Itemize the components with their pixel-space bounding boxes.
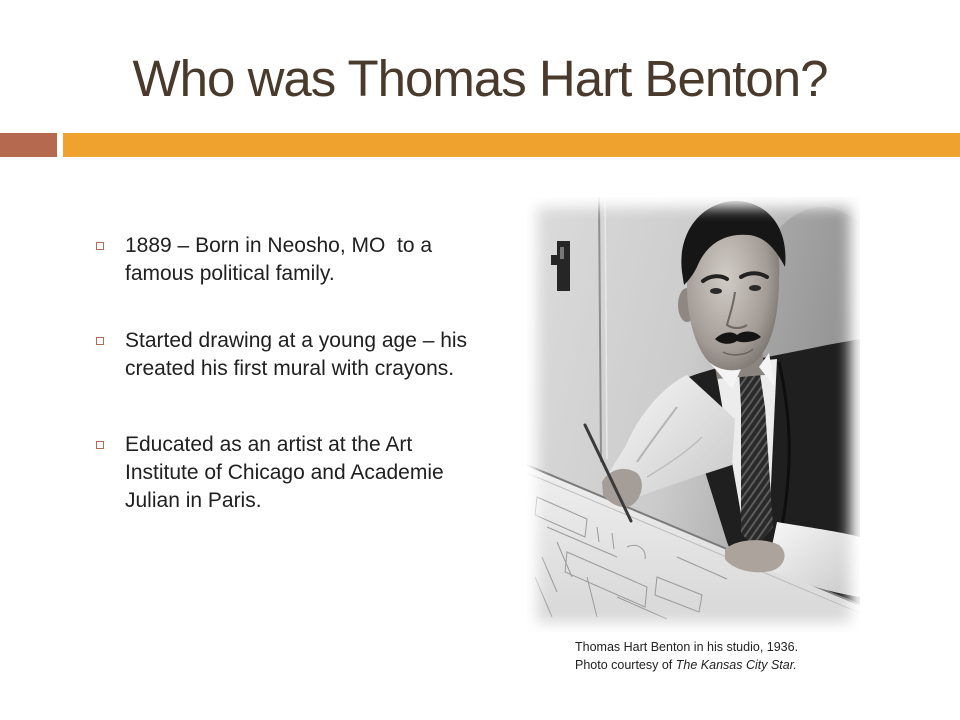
bullet-text-line: Educated as an artist at the Art [125,433,413,456]
bullet-text-line: Institute of Chicago and Academie [125,461,444,484]
caption-line-1: Thomas Hart Benton in his studio, 1936. [575,640,799,654]
hollow-square-icon [96,242,104,250]
benton-studio-photo [527,197,860,632]
bullet-text [125,327,516,383]
photo-caption [575,638,875,674]
bullet-text [125,431,516,515]
caption-credit-source: The Kansas City Star. [675,658,797,672]
hollow-square-icon [96,441,104,449]
slide-title: Who was Thomas Hart Benton? [132,50,828,107]
bullet-text [125,232,516,288]
hollow-square-icon [96,337,104,345]
bullet-text-line: famous political family. [125,262,335,285]
bullet-text-line: Started drawing at a young age – his [125,329,468,352]
bullet-text-line: created his first mural with crayons. [125,357,455,380]
photo-illustration [527,197,860,632]
bullet-item [96,232,516,288]
bullet-text-line: Julian in Paris. [125,489,262,512]
caption-credit-prefix: Photo courtesy of [575,658,676,672]
accent-bar-left [0,133,57,157]
bullet-item [96,327,516,383]
bullet-text-line: 1889 – Born in Neosho, MO to a [125,234,433,257]
accent-bar-right [63,133,960,157]
caption-line-2 [575,656,875,674]
bullet-item [96,431,516,515]
